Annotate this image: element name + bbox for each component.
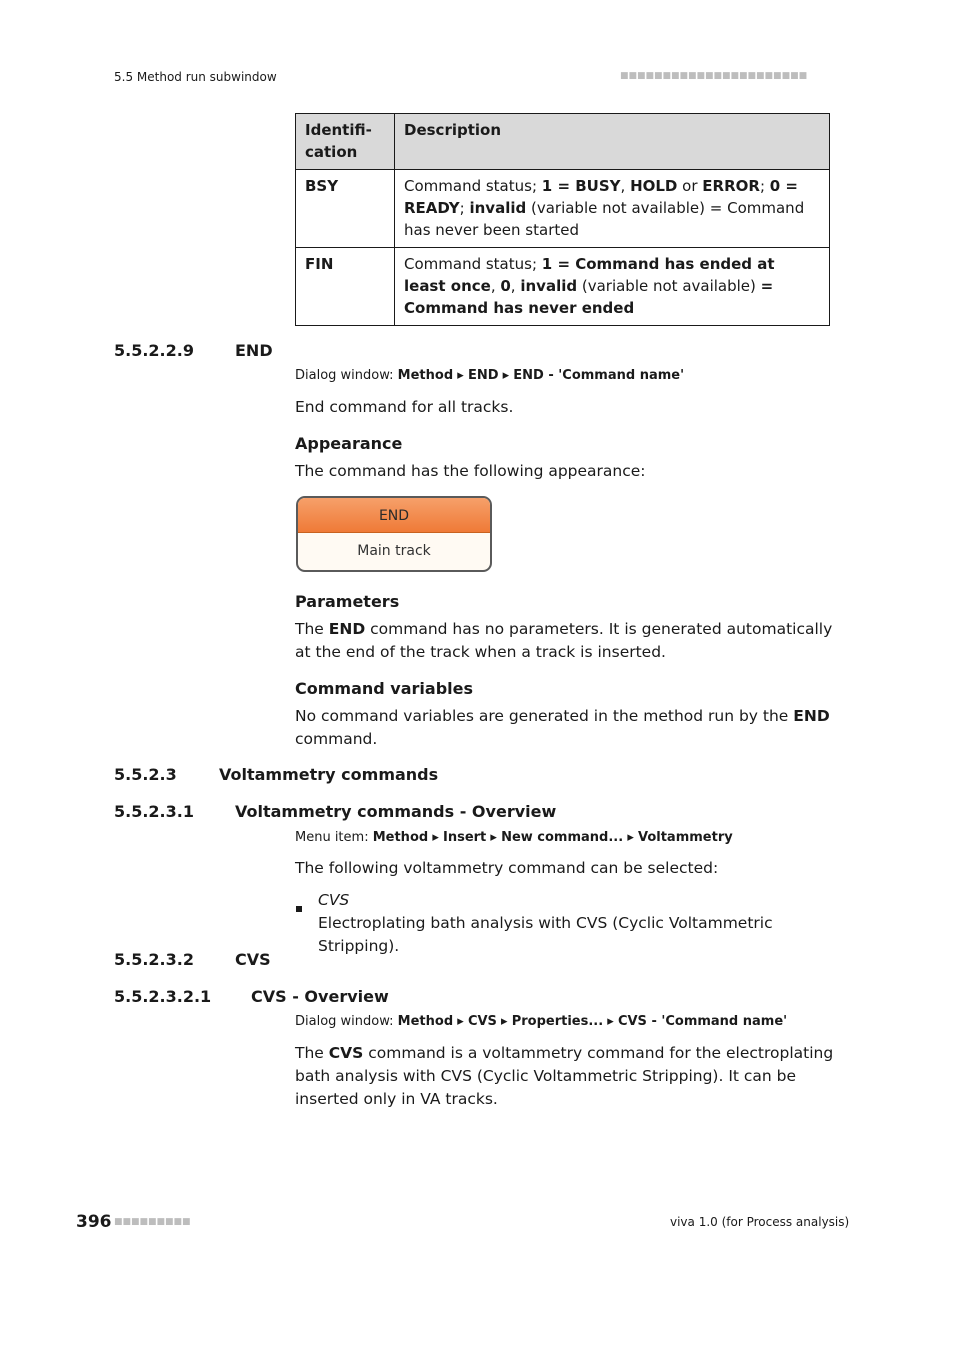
footer-dots: ■■■■■■■■■: [114, 1217, 191, 1227]
running-title: 5.5 Method run subwindow: [114, 70, 277, 84]
row-description: Command status; 1 = Command has ended at least once, 0, invalid (variable not available) = Command has never ended: [395, 248, 830, 326]
command-track: Main track: [357, 543, 431, 559]
section-title: CVS: [235, 950, 271, 969]
column-header-description: Description: [395, 114, 830, 170]
parameters-heading: Parameters: [295, 592, 400, 611]
path-arrow-icon: ▸: [603, 1014, 618, 1029]
product-name: viva 1.0 (for Process analysis): [670, 1215, 850, 1229]
row-id: BSY: [296, 170, 395, 248]
voltammetry-intro: The following voltammetry command can be selected:: [295, 859, 719, 877]
table-header-row: [296, 114, 830, 170]
bullet-marker: [296, 906, 302, 912]
path-arrow-icon: ▸: [496, 1014, 512, 1029]
path-arrow-icon: ▸: [453, 368, 468, 383]
page-number: 396: [76, 1212, 112, 1232]
row-description: Command status; 1 = BUSY, HOLD or ERROR; 0 = READY; invalid (variable not available) = Command has never been started: [395, 170, 830, 248]
appearance-text: The command has the following appearance:: [295, 462, 646, 480]
end-command-block: [296, 496, 492, 572]
list-item-description: Electroplating bath analysis with CVS (Cyclic Voltammetric Stripping).: [318, 914, 773, 955]
command-title: END: [298, 498, 490, 533]
table-row: [296, 248, 830, 326]
appearance-heading: Appearance: [295, 434, 403, 453]
menu-path: Menu item: Method ▸ Insert ▸ New command... ▸ Voltammetry: [295, 830, 733, 845]
end-intro: End command for all tracks.: [295, 398, 514, 416]
parameters-text: The END command has no parameters. It is generated automatically at the end of the track when a track is inserted.: [295, 620, 833, 661]
section-title: CVS - Overview: [251, 987, 389, 1006]
section-number: 5.5.2.2.9: [114, 341, 194, 360]
command-variables-heading: Command variables: [295, 679, 473, 698]
section-number: 5.5.2.3.2: [114, 950, 194, 969]
path-arrow-icon: ▸: [498, 368, 514, 383]
dialog-path: Dialog window: Method ▸ END ▸ END - 'Command name': [295, 368, 685, 383]
variables-table: [295, 113, 830, 326]
section-title: Voltammetry commands - Overview: [235, 802, 557, 821]
section-title: Voltammetry commands: [219, 765, 439, 784]
section-number: 5.5.2.3.1: [114, 802, 194, 821]
dialog-path: Dialog window: Method ▸ CVS ▸ Properties... ▸ CVS - 'Command name': [295, 1014, 788, 1029]
table-row: [296, 170, 830, 248]
section-number: 5.5.2.3: [114, 765, 177, 784]
command-variables-text: No command variables are generated in the method run by the END command.: [295, 707, 830, 748]
row-id: FIN: [296, 248, 395, 326]
cvs-description: The CVS command is a voltammetry command for the electroplating bath analysis with CVS (Cyclic Voltammetric Stripping). It can be inserted only in VA tracks.: [295, 1044, 834, 1108]
column-header-identification: Identifi- cation: [296, 114, 395, 170]
section-title: END: [235, 341, 273, 360]
list-item-name: CVS: [318, 891, 350, 909]
header-dots: ■■■■■■■■■■■■■■■■■■■■■■: [620, 71, 808, 81]
path-arrow-icon: ▸: [453, 1014, 468, 1029]
path-arrow-icon: ▸: [486, 830, 502, 845]
path-arrow-icon: ▸: [428, 830, 443, 845]
section-number: 5.5.2.3.2.1: [114, 987, 212, 1006]
path-arrow-icon: ▸: [623, 830, 638, 845]
